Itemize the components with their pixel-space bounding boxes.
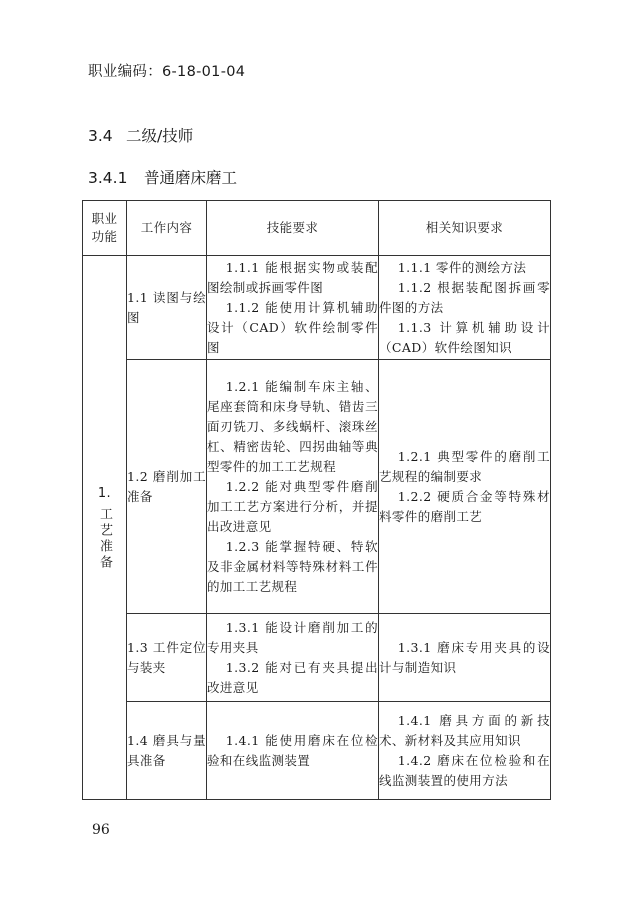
knowledge-cell [379,360,551,614]
header-function [83,201,127,256]
page-number: 96 [92,822,110,838]
function-cell [83,256,127,800]
table-row [83,256,551,360]
table-row [83,614,551,702]
skill-item: 1.1.1 能根据实物或装配图绘制或拆画零件图 [207,259,378,295]
knowledge-item: 1.3.1 磨床专用夹具的设计与制造知识 [379,639,550,675]
skill-item: 1.4.1 能使用磨床在位检验和在线监测装置 [207,732,378,768]
skill-cell [207,614,379,702]
skill-item: 1.2.2 能对典型零件磨削加工工艺方案进行分析，并提出改进意见 [207,478,378,534]
skill-cell [207,702,379,800]
knowledge-item: 1.1.3 计算机辅助设计（CAD）软件绘图知识 [379,319,550,355]
knowledge-cell [379,614,551,702]
subsection-title [88,166,237,188]
knowledge-item: 1.4.1 磨具方面的新技术、新材料及其应用知识 [379,712,550,748]
skill-item: 1.2.1 能编制车床主轴、尾座套筒和床身导轨、错齿三面刃铣刀、多线蜗杆、滚珠丝杠、精密齿轮、四拐曲轴等典型零件的加工工艺规程 [207,378,378,474]
table-row [83,702,551,800]
work-cell: 1.3 工件定位与装夹 [127,614,207,702]
work-cell: 1.1 读图与绘图 [127,256,207,360]
header-knowledge: 相关知识要求 [379,201,551,256]
work-cell: 1.2 磨削加工准备 [127,360,207,614]
knowledge-item: 1.1.2 根据装配图拆画零件图的方法 [379,279,550,315]
skill-cell [207,256,379,360]
section-number: 3.4 [88,127,113,145]
skills-table [82,200,551,800]
skill-item: 1.3.1 能设计磨削加工的专用夹具 [207,619,378,655]
knowledge-item: 1.2.2 硬质合金等特殊材料零件的磨削工艺 [379,488,550,524]
function-number: 1. [97,486,112,501]
section-title [88,124,193,146]
section-label: 二级/技师 [126,127,194,145]
header-work: 工作内容 [127,201,207,256]
occupation-code: 职业编码：6-18-01-04 [88,64,246,80]
knowledge-item: 1.1.1 零件的测绘方法 [397,259,527,275]
skill-item: 1.1.2 能使用计算机辅助设计（CAD）软件绘制零件图 [207,299,378,355]
knowledge-item: 1.4.2 磨床在位检验和在线监测装置的使用方法 [379,752,550,788]
table-header-row [83,201,551,256]
table-row [83,360,551,614]
knowledge-item: 1.2.1 典型零件的磨削工艺规程的编制要求 [379,448,550,484]
subsection-label: 普通磨床磨工 [144,169,238,187]
knowledge-cell [379,702,551,800]
skill-cell [207,360,379,614]
skill-item: 1.2.3 能掌握特硬、特软及非金属材料等特殊材料工件的加工工艺规程 [207,538,378,594]
work-cell: 1.4 磨具与量具准备 [127,702,207,800]
function-label: 工艺准备 [97,507,112,571]
header-skill: 技能要求 [207,201,379,256]
skill-item: 1.3.2 能对已有夹具提出改进意见 [207,659,378,695]
knowledge-cell [379,256,551,360]
subsection-number: 3.4.1 [88,169,128,187]
header-function-text: 职业功能 [91,211,118,244]
